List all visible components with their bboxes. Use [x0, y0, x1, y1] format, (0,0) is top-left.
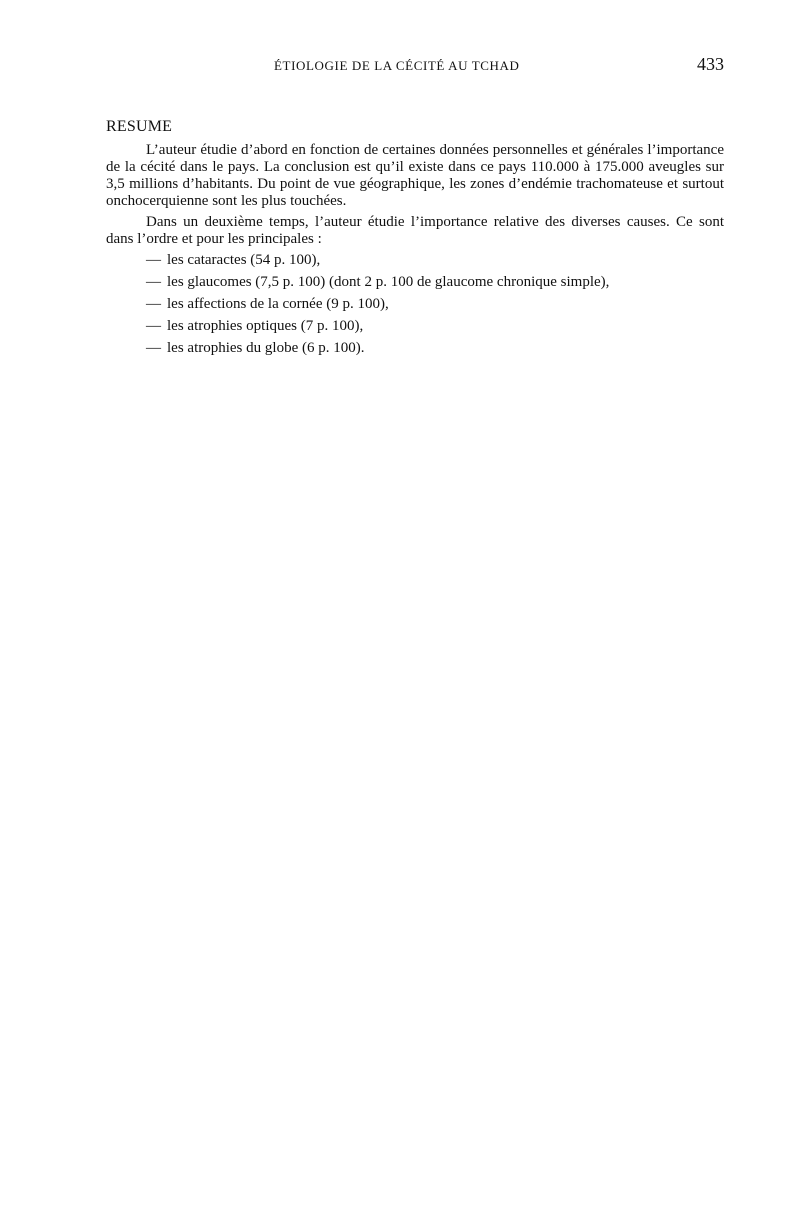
- list-item: [146, 340, 724, 357]
- list-item: [146, 274, 724, 291]
- paragraph: Dans un deuxième temps, l’auteur étudie l’importance relative des diverses causes. Ce sont dans l’ordre et pour les principales :: [106, 214, 724, 247]
- abstract-body: [106, 142, 724, 362]
- list-item: [146, 318, 724, 335]
- list-item: [146, 296, 724, 313]
- list-dash: —: [146, 252, 161, 268]
- list-dash: —: [146, 340, 161, 356]
- list-dash: —: [146, 274, 161, 290]
- list-item-text: les atrophies optiques (7 p. 100),: [167, 318, 364, 334]
- running-title: ÉTIOLOGIE DE LA CÉCITÉ AU TCHAD: [274, 58, 520, 73]
- paragraph: L’auteur étudie d’abord en fonction de certaines données personnelles et générales l’importance de la cécité dans le pays. La conclusion est qu’il existe dans ce pays 110.000 à 175.000 aveugles sur 3,5 millions d’habitants. Du point de vue géographique, les zones d’endémie trachomateuse et surtout onchocerquienne sont les plus touchées.: [106, 142, 724, 209]
- list-item-text: les cataractes (54 p. 100),: [167, 252, 321, 268]
- page-number: 433: [697, 54, 724, 74]
- section-title: RESUME: [106, 118, 173, 135]
- list-item-text: les atrophies du globe (6 p. 100).: [167, 340, 365, 356]
- running-head: [106, 54, 724, 78]
- list-item-text: les affections de la cornée (9 p. 100),: [167, 296, 389, 312]
- list-dash: —: [146, 296, 161, 312]
- list-item: [146, 252, 724, 269]
- causes-list: [106, 252, 724, 357]
- list-item-text: les glaucomes (7,5 p. 100) (dont 2 p. 100 de glaucome chronique simple),: [167, 274, 610, 290]
- list-dash: —: [146, 318, 161, 334]
